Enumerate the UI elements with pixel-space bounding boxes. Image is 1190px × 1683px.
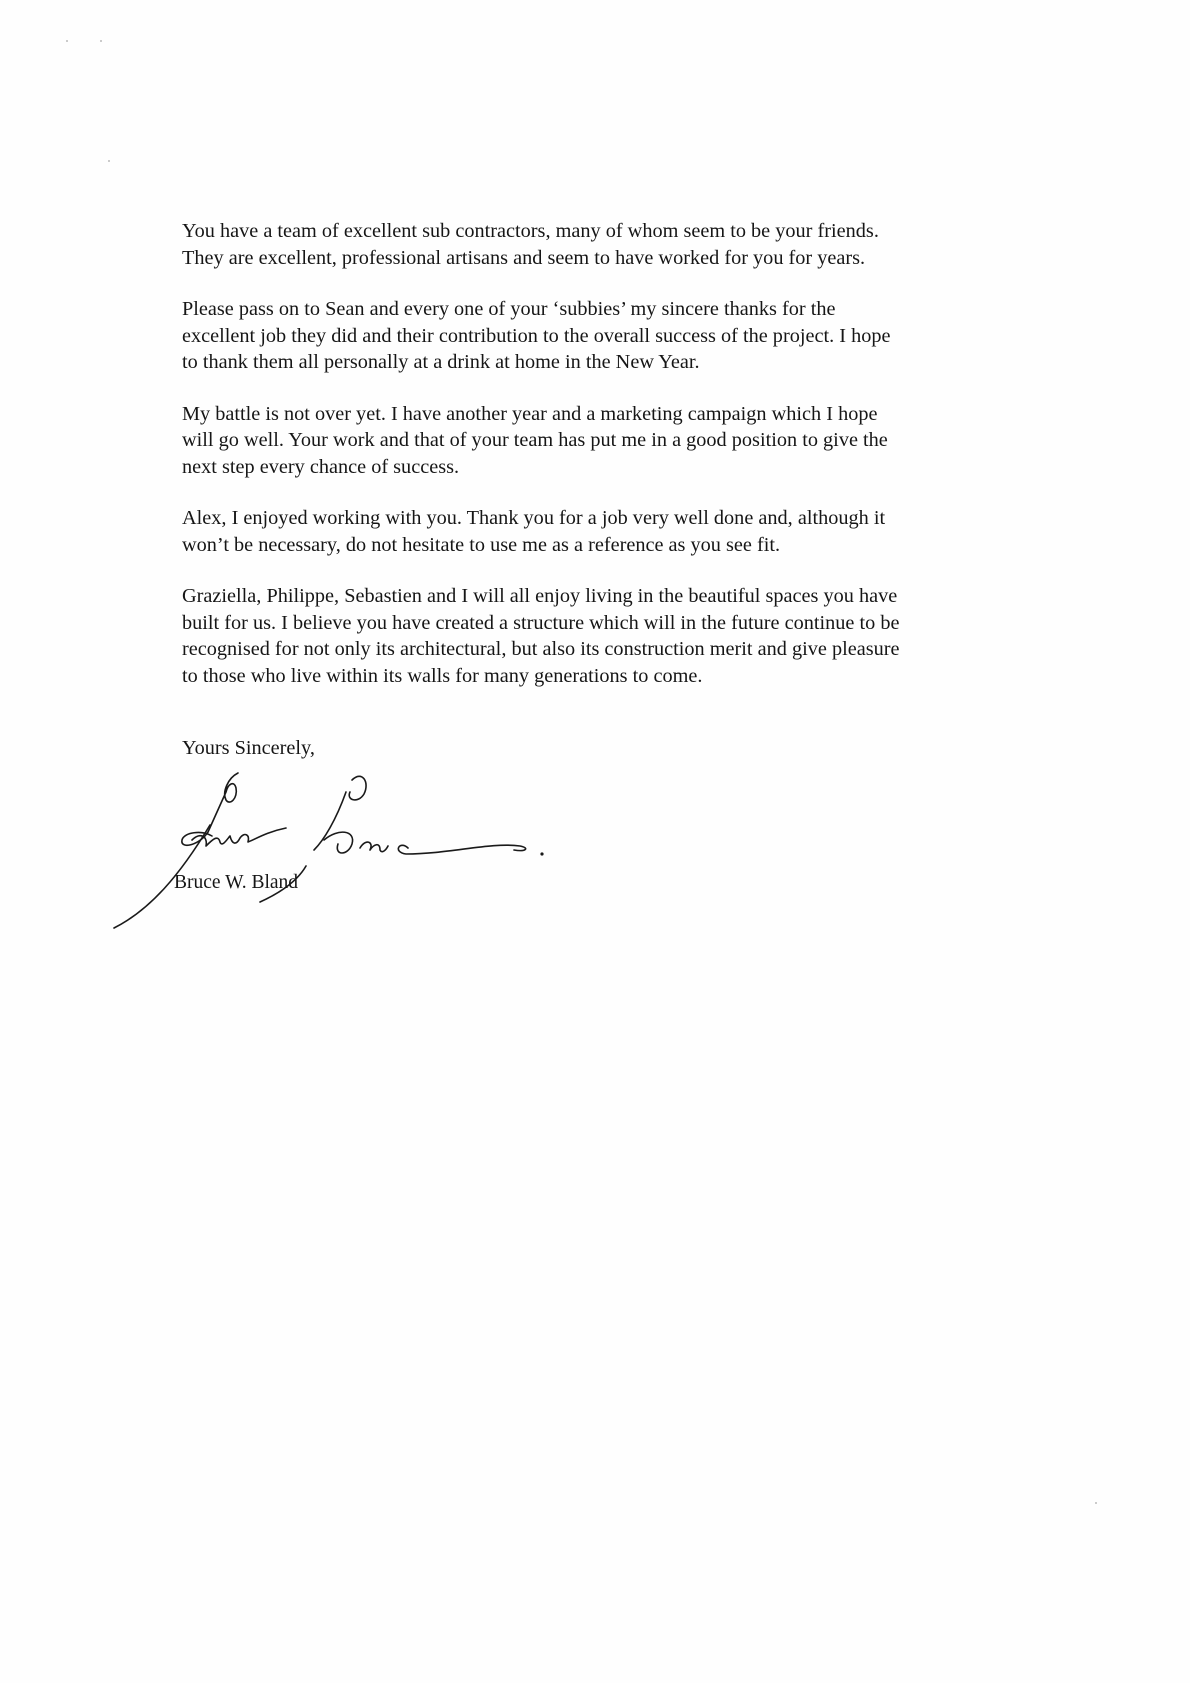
paragraph-line: Alex, I enjoyed working with you. Thank you for a job very well done and, although it [182,507,886,529]
paragraph-reference [182,505,1022,558]
paragraph-line: won’t be necessary, do not hesitate to use me as a reference as you see fit. [182,533,781,556]
paragraph-line: You have a team of excellent sub contractors, many of whom seem to be your friends. [182,220,879,242]
paragraph-line: Graziella, Philippe, Sebastien and I will all enjoy living in the beautiful spaces you have [182,585,898,607]
paragraph-thanks [182,296,1022,376]
paragraph-line: will go well. Your work and that of your team has put me in a good position to give the [182,429,888,451]
paragraph-line: Please pass on to Sean and every one of your ‘subbies’ my sincere thanks for the [182,298,836,320]
paragraph-subcontractors [182,218,1022,271]
closing-salutation: Yours Sincerely, [182,737,315,759]
scan-speck [108,160,110,162]
paragraph-line: excellent job they did and their contribution to the overall success of the project. I hope [182,324,891,347]
scan-speck [66,40,68,42]
scan-speck [1095,1502,1097,1504]
paragraph-line: My battle is not over yet. I have another year and a marketing campaign which I hope [182,402,878,425]
paragraph-line: They are excellent, professional artisans and seem to have worked for you for years. [182,246,866,269]
signer-name: Bruce W. Bland [174,872,299,893]
paragraph-line: built for us. I believe you have created a structure which will in the future continue to be [182,611,900,634]
handwritten-signature [110,770,610,940]
letter-body [182,218,1022,714]
scan-speck [100,40,102,42]
paragraph-line: recognised for not only its architectural, but also its construction merit and give pleasure [182,638,900,660]
paragraph-family [182,583,1022,689]
paragraph-line: next step every chance of success. [182,455,460,478]
paragraph-line: to those who live within its walls for many generations to come. [182,664,703,687]
paragraph-line: to thank them all personally at a drink at home in the New Year. [182,351,700,373]
paragraph-battle [182,401,1022,481]
